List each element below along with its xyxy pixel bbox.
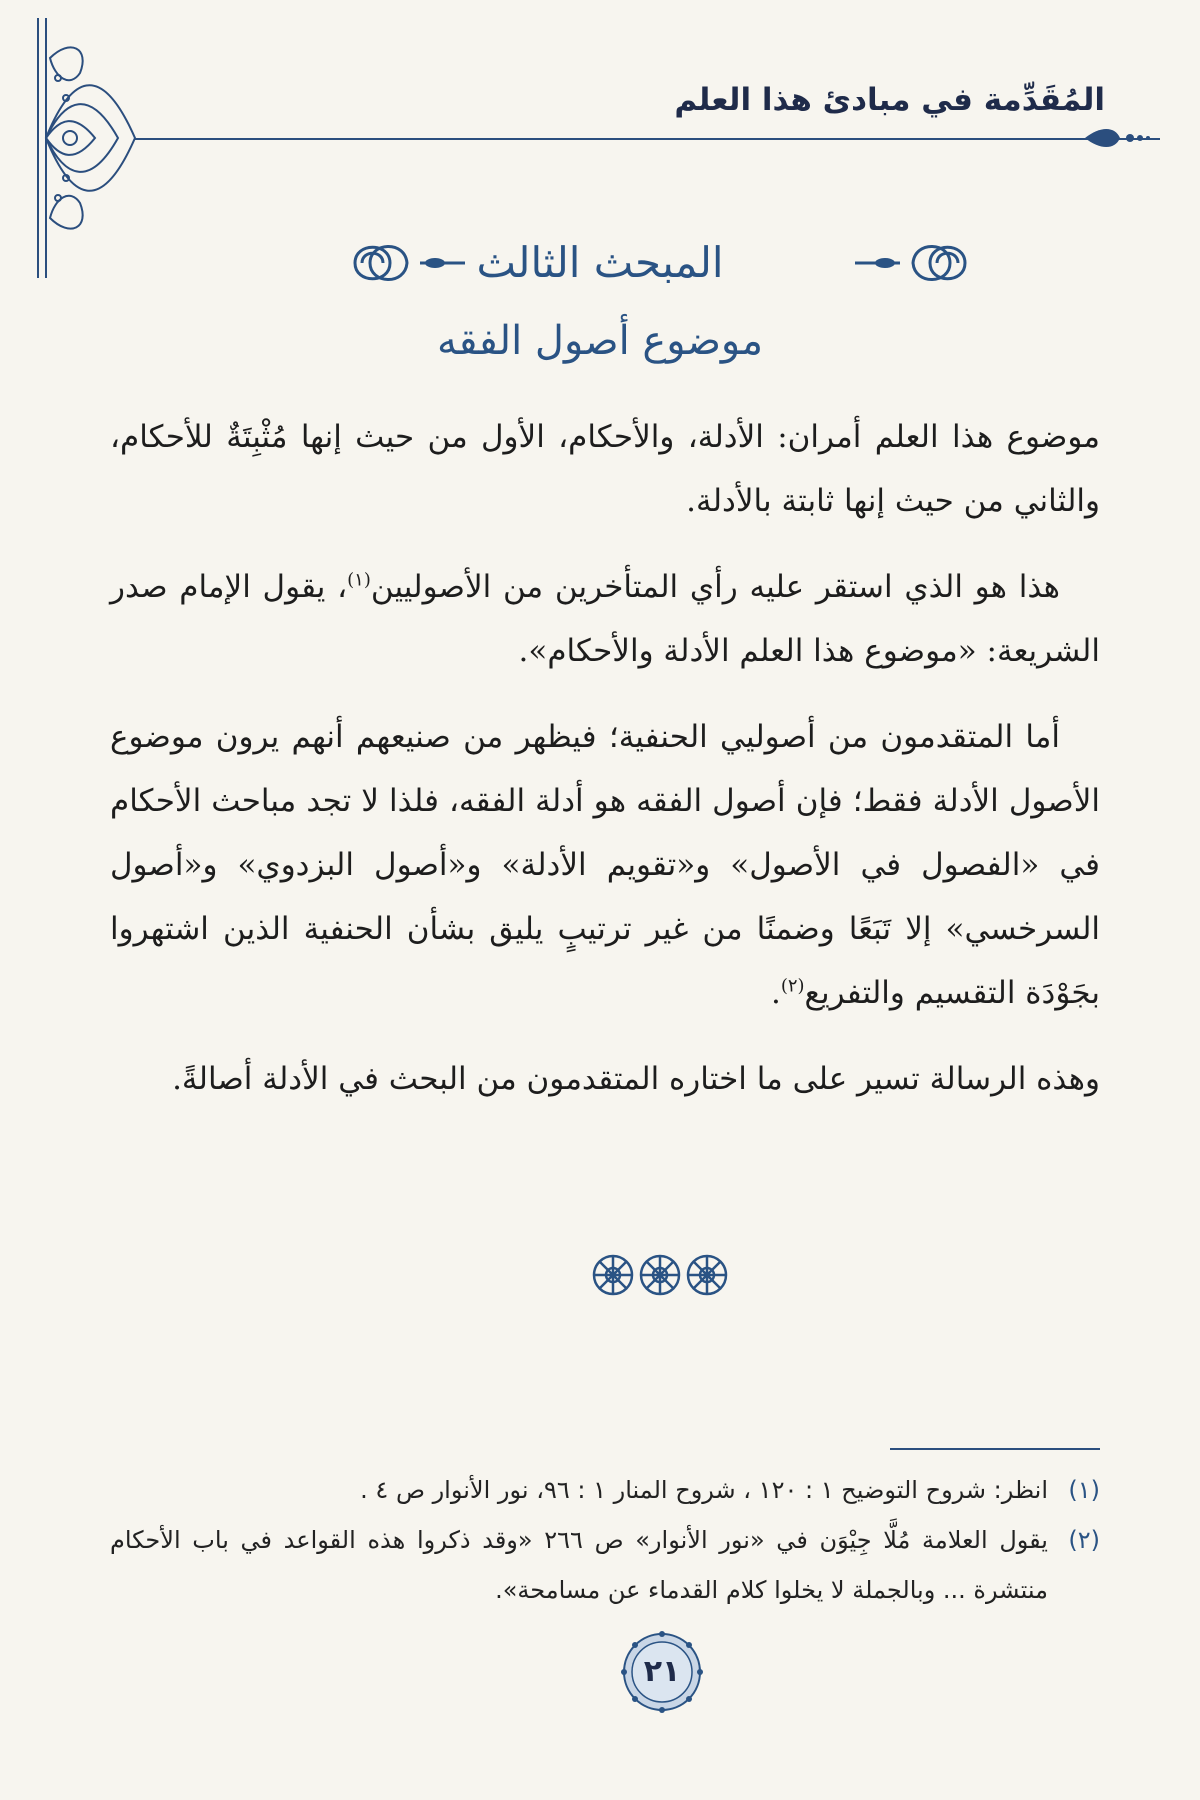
footnote-number: (٢)	[1068, 1526, 1100, 1554]
section-heading	[0, 220, 1200, 390]
header-divider-line	[135, 138, 1160, 140]
paragraph-3-text-end: .	[770, 975, 781, 1011]
rosette-divider-icon	[590, 1252, 730, 1298]
footnote-1	[110, 1465, 1100, 1515]
header-flourish-icon	[1085, 124, 1155, 152]
footnote-2	[110, 1515, 1100, 1615]
paragraph-3	[110, 705, 1100, 1025]
footnote-text: يقول العلامة مُلَّا جِيْوَن في «نور الأنوار» ص ٢٦٦ «وقد ذكروا هذه القواعد في باب الأحكام منتشرة ... وبالجملة لا يخلوا كلام القدماء عن مسامحة».	[110, 1526, 1048, 1604]
paragraph-2	[110, 555, 1100, 683]
footnote-number: (١)	[1068, 1476, 1100, 1504]
paragraph-2-text-cont: ، يقول الإمام صدر الشريعة: «موضوع هذا العلم الأدلة والأحكام».	[110, 569, 1100, 669]
footnotes	[110, 1465, 1100, 1615]
running-header-title: المُقَدِّمة في مبادئ هذا العلم	[674, 82, 1105, 118]
footnote-separator	[890, 1448, 1100, 1450]
footnote-ref-2[interactable]: (٢)	[780, 975, 805, 997]
paragraph-1: موضوع هذا العلم أمران: الأدلة، والأحكام، الأول من حيث إنها مُثْبِتَةٌ للأحكام، والثاني من حيث إنها ثابتة بالأدلة.	[110, 419, 1100, 519]
paragraph-2-text: هذا هو الذي استقر عليه رأي المتأخرين من الأصوليين	[370, 569, 1060, 605]
section-subtitle: موضوع أصول الفقه	[436, 318, 764, 364]
footnote-text: انظر: شروح التوضيح ١ : ١٢٠ ، شروح المنار ١ : ٩٦، نور الأنوار ص ٤ .	[360, 1476, 1048, 1504]
paragraph-4: وهذه الرسالة تسير على ما اختاره المتقدمون من البحث في الأدلة أصالةً.	[172, 1061, 1100, 1097]
body-text	[110, 405, 1100, 1133]
scroll-flourish-icon	[345, 232, 465, 294]
footnote-ref-1[interactable]: (١)	[347, 569, 371, 591]
paragraph-3-text: أما المتقدمون من أصوليي الحنفية؛ فيظهر من صنيعهم أنهم يرون موضوع الأصول الأدلة فقط؛ فإن أصول الفقه هو أدلة الفقه، فلذا لا تجد مباحث الأحكام في «الفصول في الأصول» و«تقويم الأدلة» و«أصول البزدوي» و«أصول السرخسي» إلا تَبَعًا وضمنًا من غير ترتيبٍ يليق بشأن الحنفية الذين اشتهروا بجَوْدَة التقسيم والتفريع	[110, 719, 1100, 1011]
section-title: المبحث الثالث	[476, 238, 724, 287]
page-number: ٢١	[643, 1654, 681, 1689]
